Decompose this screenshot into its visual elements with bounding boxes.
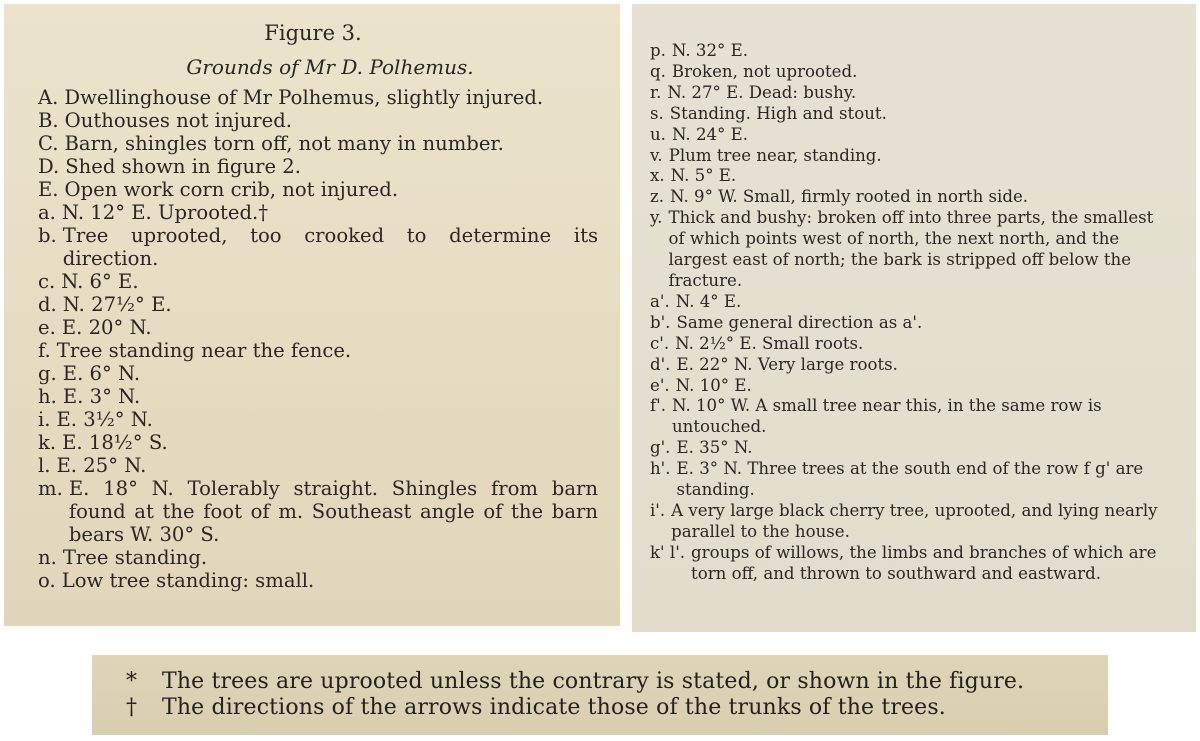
entry-text: N. 9° W. Small, firmly rooted in north side. — [670, 187, 1029, 207]
entry-marker: u. — [650, 124, 666, 144]
entry-marker: B. — [38, 109, 59, 132]
footnotes-panel — [92, 655, 1108, 735]
entry-text: E. 3½° N. — [56, 408, 153, 431]
footnote-text: The directions of the arrows indicate those of the trunks of the trees. — [162, 695, 946, 720]
entry-marker: f'. — [650, 396, 666, 416]
entry-marker: E. — [38, 178, 59, 201]
legend-entry — [38, 431, 598, 454]
entry-text: E. 35° N. — [676, 438, 753, 458]
legend-entry — [38, 109, 598, 132]
right-page-panel — [632, 4, 1196, 632]
left-legend-list — [38, 86, 598, 592]
entry-marker: b. — [38, 224, 57, 247]
legend-entry — [38, 454, 598, 477]
legend-entry — [650, 292, 1166, 313]
entry-text: Tree uprooted, too crooked to determine its direction. — [62, 224, 598, 270]
entry-marker: l. — [38, 454, 51, 477]
entry-marker: n. — [38, 546, 57, 569]
legend-entry — [38, 224, 598, 270]
legend-entry — [650, 376, 1166, 397]
entry-marker: h. — [38, 385, 57, 408]
entry-marker: g. — [38, 362, 57, 385]
legend-entry — [650, 396, 1166, 438]
entry-text: E. 18½° S. — [62, 431, 168, 454]
legend-entry — [38, 86, 598, 109]
entry-text: Standing. High and stout. — [669, 103, 887, 123]
right-legend-list — [650, 41, 1166, 585]
footnote-mark: † — [126, 695, 138, 720]
entry-marker: k. — [38, 431, 57, 454]
figure-title: Figure 3. — [264, 21, 362, 45]
entry-marker: r. — [650, 82, 662, 102]
footnote — [126, 669, 1108, 695]
legend-entry — [650, 166, 1166, 187]
legend-entry — [650, 41, 1166, 62]
footnote — [126, 695, 1108, 721]
entry-text: N. 2½° E. Small roots. — [675, 333, 864, 353]
legend-entry — [650, 334, 1166, 355]
entry-text: N. 12° E. Uprooted.† — [61, 201, 269, 224]
entry-marker: C. — [38, 132, 59, 155]
entry-marker: a'. — [650, 291, 670, 311]
entry-text: N. 6° E. — [61, 270, 139, 293]
legend-entry — [38, 546, 598, 569]
entry-marker: s. — [650, 103, 664, 123]
footnote-mark: * — [126, 669, 138, 694]
legend-entry — [38, 316, 598, 339]
legend-entry — [650, 146, 1166, 167]
legend-entry — [650, 459, 1166, 501]
legend-entry — [650, 62, 1166, 83]
entry-marker: y. — [650, 208, 663, 228]
entry-text: Tree standing. — [62, 546, 208, 569]
entry-text: Thick and bushy: broken off into three parts, the smallest of which points west of north, the next north, and the largest east of north; the bark is stripped off below the fracture. — [668, 208, 1154, 290]
legend-entry — [650, 83, 1166, 104]
legend-entry — [38, 477, 598, 546]
entry-marker: o. — [38, 569, 56, 592]
legend-entry — [38, 132, 598, 155]
legend-entry — [650, 187, 1166, 208]
entry-text: N. 32° E. — [671, 41, 748, 60]
entry-text: E. 20° N. — [61, 316, 152, 339]
legend-entry — [38, 408, 598, 431]
footnote-text: The trees are uprooted unless the contrary is stated, or shown in the figure. — [162, 669, 1025, 694]
entry-text: Plum tree near, standing. — [668, 145, 882, 165]
entry-text: N. 10° E. — [675, 375, 752, 395]
entry-marker: p. — [650, 41, 666, 60]
figure-subtitle: Grounds of Mr D. Polhemus. — [186, 55, 474, 79]
entry-marker: g'. — [650, 438, 671, 458]
legend-entry — [650, 125, 1166, 146]
entry-text: N. 4° E. — [675, 291, 742, 311]
entry-text: E. 18° N. Tolerably straight. Shingles from barn found at the foot of m. Southeast angle of the barn bears W. 30° S. — [68, 477, 598, 546]
entry-text: N. 5° E. — [670, 166, 737, 186]
entry-marker: x. — [650, 166, 665, 186]
legend-entry — [38, 178, 598, 201]
entry-text: Broken, not uprooted. — [671, 61, 858, 81]
legend-entry — [38, 270, 598, 293]
legend-entry — [650, 104, 1166, 125]
entry-text: E. 3° N. Three trees at the south end of the row f g' are standing. — [676, 459, 1144, 500]
entry-marker: m. — [38, 477, 63, 500]
entry-marker: a. — [38, 201, 56, 224]
entry-marker: e'. — [650, 375, 670, 395]
entry-marker: q. — [650, 61, 666, 81]
entry-text: Low tree standing: small. — [61, 569, 315, 592]
legend-entry — [38, 293, 598, 316]
entry-marker: v. — [650, 145, 663, 165]
legend-entry — [38, 201, 598, 224]
entry-marker: f. — [38, 339, 51, 362]
entry-marker: b'. — [650, 312, 671, 332]
entry-marker: A. — [38, 86, 59, 109]
entry-text: N. 24° E. — [671, 124, 749, 144]
entry-text: E. 25° N. — [56, 454, 147, 477]
entry-marker: D. — [38, 155, 60, 178]
entry-text: E. 22° N. Very large roots. — [676, 354, 898, 374]
entry-text: Barn, shingles torn off, not many in number. — [64, 132, 504, 155]
entry-marker: h'. — [650, 459, 671, 479]
entry-text: E. 3° N. — [62, 385, 141, 408]
entry-text: N. 27½° E. — [62, 293, 172, 316]
entry-text: groups of willows, the limbs and branches of which are torn off, and thrown to southward and eastward. — [691, 542, 1157, 583]
legend-entry — [38, 362, 598, 385]
entry-text: Open work corn crib, not injured. — [64, 178, 399, 201]
entry-text: N. 10° W. A small tree near this, in the same row is untouched. — [671, 396, 1102, 437]
legend-entry — [650, 208, 1166, 292]
legend-entry — [650, 543, 1166, 585]
entry-text: Same general direction as a'. — [676, 312, 923, 332]
left-page-panel — [4, 4, 620, 626]
legend-entry — [650, 313, 1166, 334]
entry-text: A very large black cherry tree, uprooted, and lying nearly parallel to the house. — [671, 500, 1158, 541]
legend-entry — [38, 339, 598, 362]
legend-entry — [38, 385, 598, 408]
legend-entry — [650, 355, 1166, 376]
entry-text: Outhouses not injured. — [64, 109, 292, 132]
entry-text: Tree standing near the fence. — [56, 339, 352, 362]
entry-marker: c. — [38, 270, 56, 293]
entry-marker: i'. — [650, 500, 666, 520]
entry-marker: e. — [38, 316, 56, 339]
entry-marker: z. — [650, 187, 665, 207]
entry-marker: k' l'. — [650, 542, 686, 562]
entry-marker: d'. — [650, 354, 671, 374]
legend-entry — [38, 155, 598, 178]
entry-text: Dwellinghouse of Mr Polhemus, slightly injured. — [64, 86, 544, 109]
entry-text: Shed shown in figure 2. — [65, 155, 301, 178]
entry-marker: i. — [38, 408, 51, 431]
legend-entry — [650, 438, 1166, 459]
entry-text: E. 6° N. — [62, 362, 141, 385]
entry-marker: d. — [38, 293, 57, 316]
entry-text: N. 27° E. Dead: bushy. — [667, 82, 857, 102]
entry-marker: c'. — [650, 333, 670, 353]
legend-entry — [650, 501, 1166, 543]
legend-entry — [38, 569, 598, 592]
